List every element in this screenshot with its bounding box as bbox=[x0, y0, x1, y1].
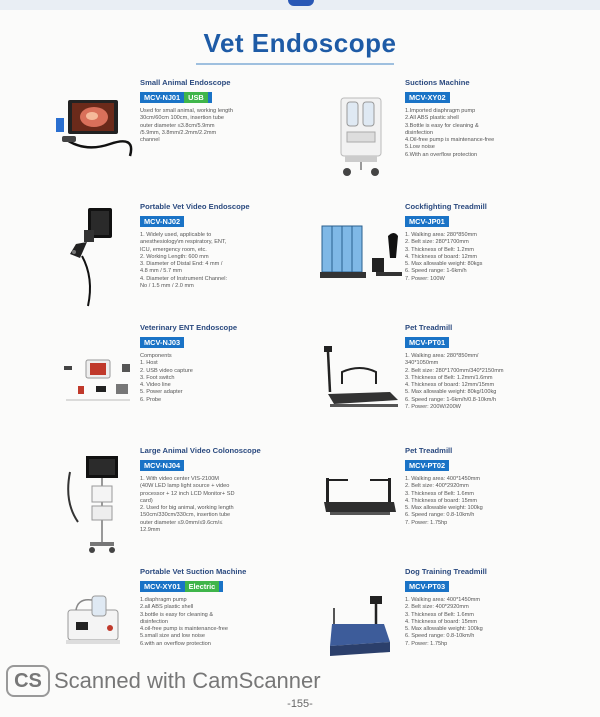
large-animal-colonoscope-image bbox=[62, 452, 124, 556]
product-description: 1. Walking area: 280*850mm/ 340*1050mm 2. Belt size: 280*1700mm/340*2150mm 3. Thickness of Belt: 1.2mm/1.6mm 4. Thickness of board: 12mm/15mm 5. Max allowable weight: 80kg/100kg 6. Speed range: 1-6km/h/0.8-10km/h 7. Power: 200W/200W bbox=[405, 353, 504, 411]
product-name: Pet Treadmill bbox=[405, 323, 453, 332]
product-portable-vet-suction-machine bbox=[140, 567, 246, 648]
product-code: MCV-NJ04 bbox=[140, 460, 184, 471]
product-suctions-machine bbox=[405, 78, 494, 159]
product-name: Pet Treadmill bbox=[405, 446, 453, 455]
product-code: MCV-NJ01 USB bbox=[140, 92, 212, 103]
product-name: Dog Training Treadmill bbox=[405, 567, 487, 576]
small-animal-endoscope-image bbox=[54, 98, 134, 160]
page-number: -155- bbox=[287, 698, 313, 710]
product-description: 1. Walking area: 280*850mm 2. Belt size: 280*1700mm 3. Thickness of Belt: 1.2mm 4. Thickness of board: 12mm 5. Max allowable weight: 80kgs 6. Speed range: 1-6km/h 7. Power: 100W bbox=[405, 232, 483, 282]
product-code: MCV-NJ03 bbox=[140, 337, 184, 348]
product-description: 1. Walking area: 400*1450mm 2. Belt size: 400*2920mm 3. Thickness of Belt: 1.6mm 4. Thickness of board: 15mm 5. Max allowable weight: 100kg 6. Speed range: 0.8-10km/h 7. Power: 1.75hp bbox=[405, 597, 483, 647]
product-large-animal-video-colonoscope bbox=[140, 446, 261, 534]
suction-machine-image bbox=[335, 92, 387, 180]
product-name: Small Animal Endoscope bbox=[140, 78, 231, 87]
product-pet-treadmill-pt02 bbox=[405, 446, 483, 527]
ent-endoscope-components-image bbox=[60, 356, 136, 406]
cockfighting-treadmill-image bbox=[318, 222, 406, 284]
product-portable-vet-video-endoscope bbox=[140, 202, 250, 290]
pet-treadmill-pt02-image bbox=[322, 476, 398, 522]
product-name: Cockfighting Treadmill bbox=[405, 202, 487, 211]
product-name: Suctions Machine bbox=[405, 78, 470, 87]
product-code: MCV-JP01 bbox=[405, 216, 449, 227]
product-code: MCV-XY01 Electric bbox=[140, 581, 223, 592]
product-description: 1.Imported diaphragm pump 2.All ABS plastic shell 3.Bottle is easy for cleaning & disinfection 4.Oil-free pump is maintenance-free 5.Low noise 6.With an overflow protection bbox=[405, 108, 495, 158]
product-description: 1. With video center VIS-2100M (40W LED lamp light source + video processor + 12 inch LCD Monitor+ SD card) 2. Used for big animal, working length 150cm/330cm/330cm, insertion tube outer diameter ≤9.0mm/≤9.6cm/≤ 12.9mm bbox=[140, 476, 235, 534]
product-name: Portable Vet Suction Machine bbox=[140, 567, 247, 576]
title-underline bbox=[196, 63, 394, 65]
product-description: 1. Walking area: 400*1450mm 2. Belt size: 400*2920mm 3. Thickness of Belt: 1.6mm 4. Thickness of board: 15mm 5. Max allowable weight: 100kg 6. Speed range: 0.8-10km/h 7. Power: 1.75hp bbox=[405, 476, 483, 526]
product-code: MCV-PT02 bbox=[405, 460, 449, 471]
brand-mark-icon bbox=[288, 0, 314, 6]
product-code: MCV-NJ02 bbox=[140, 216, 184, 227]
product-name: Large Animal Video Colonoscope bbox=[140, 446, 261, 455]
product-tag: USB bbox=[184, 92, 208, 103]
product-name: Veterinary ENT Endoscope bbox=[140, 323, 238, 332]
product-tag: Electric bbox=[185, 581, 220, 592]
portable-suction-machine-image bbox=[58, 592, 128, 652]
product-dog-training-treadmill bbox=[405, 567, 487, 648]
product-small-animal-endoscope bbox=[140, 78, 233, 144]
pet-treadmill-image bbox=[320, 344, 402, 414]
dog-training-treadmill-image bbox=[324, 594, 394, 660]
product-cockfighting-treadmill bbox=[405, 202, 487, 283]
product-description: 1.diaphragm pump 2.all ABS plastic shell 3.bottle is easy for cleaning & disinfection 4.oil-free pump is maintenance-free 5.small size and low noise 6.with an overflow protection bbox=[140, 597, 228, 647]
product-veterinary-ent-endoscope bbox=[140, 323, 237, 404]
product-description: Components 1. Host 2. USB video capture 3. Foot switch 4. Video line 5. Power adapter 6. Probe bbox=[140, 353, 193, 403]
product-name: Portable Vet Video Endoscope bbox=[140, 202, 250, 211]
product-pet-treadmill-pt01 bbox=[405, 323, 504, 411]
product-code: MCV-XY02 bbox=[405, 92, 450, 103]
camscanner-text: Scanned with CamScanner bbox=[54, 668, 321, 693]
camscanner-watermark bbox=[6, 665, 321, 697]
camscanner-logo: CS bbox=[6, 665, 50, 697]
product-code: MCV-PT03 bbox=[405, 581, 449, 592]
product-code: MCV-PT01 bbox=[405, 337, 449, 348]
portable-video-endoscope-image bbox=[62, 206, 118, 310]
product-description: 1. Widely used, applicable to anesthesiology\m respiratory, ENT, ICU, emergency room, etc. 2. Working Length: 600 mm 3. Diameter of Distal End: 4 mm / 4.8 mm / 5.7 mm 4. Diameter of Instrument Channel: No / 1.5 mm / 2.0 mm bbox=[140, 232, 228, 290]
product-description: Used for small animal, working length 30cm/60cm 100cm, insertion tube outer diameter ≤3.8cm/5.9mm /5.9mm, 3.8mm/2.2mm/2.2mm channel bbox=[140, 108, 233, 144]
page-title: Vet Endoscope bbox=[203, 28, 397, 58]
